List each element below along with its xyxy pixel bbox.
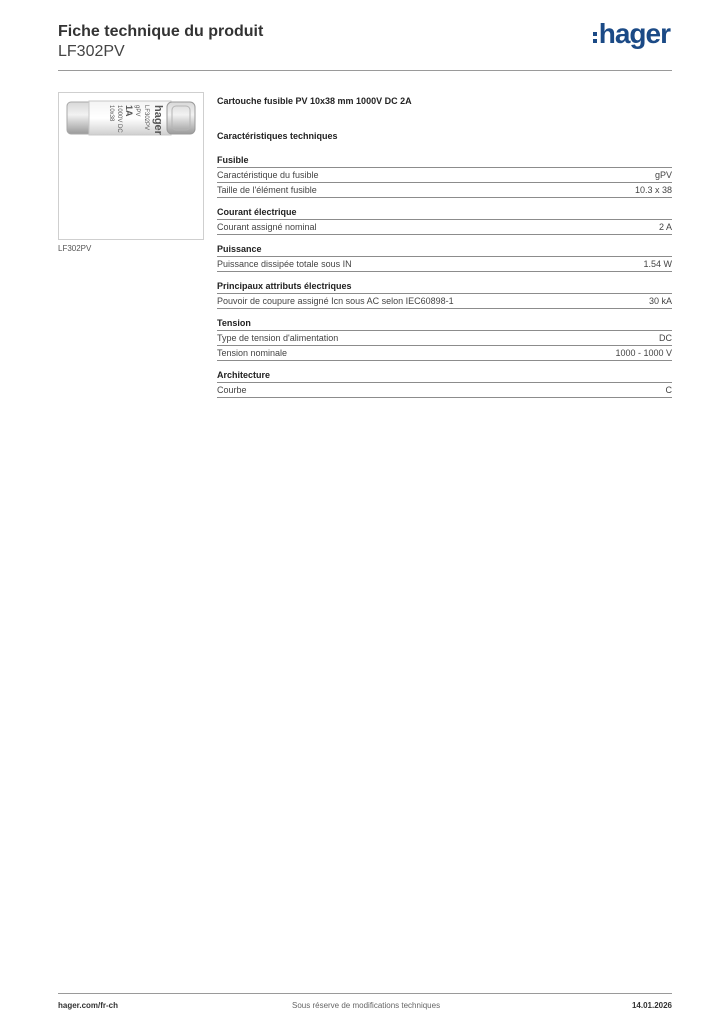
hager-logo	[593, 20, 670, 48]
spec-group-title: Architecture	[217, 369, 672, 383]
spec-group	[217, 280, 672, 309]
specifications	[217, 96, 672, 406]
spec-row	[217, 331, 672, 346]
spec-group	[217, 317, 672, 361]
page-footer	[58, 993, 672, 1016]
fuse-class-print: gPV	[134, 105, 140, 117]
fuse-ref-print: LF302PV	[143, 105, 149, 131]
spec-row	[217, 346, 672, 361]
footer-date: 14.01.2026	[631, 1001, 672, 1010]
spec-label: Caractéristique du fusible	[217, 170, 319, 180]
page-title: Fiche technique du produit	[58, 23, 264, 40]
spec-label: Tension nominale	[217, 348, 288, 358]
spec-row	[217, 383, 672, 398]
product-title: Cartouche fusible PV 10x38 mm 1000V DC 2A	[217, 96, 412, 106]
spec-label: Type de tension d'alimentation	[217, 333, 339, 343]
fuse-size-print: 10x38	[108, 105, 114, 122]
spec-group	[217, 154, 672, 198]
fuse-rating-print: 1A	[124, 105, 134, 117]
image-caption: LF302PV	[58, 244, 92, 253]
spec-group-title: Principaux attributs électriques	[217, 280, 672, 294]
spec-label: Puissance dissipée totale sous IN	[217, 259, 352, 269]
fuse-cartridge-image	[59, 93, 203, 239]
spec-row	[217, 257, 672, 272]
logo-text: hager	[598, 18, 670, 49]
product-image	[58, 92, 204, 240]
fuse-brand-print: hager	[152, 105, 164, 135]
spec-row	[217, 168, 672, 183]
spec-label: Courbe	[217, 385, 247, 395]
spec-value: 1000 - 1000 V	[615, 348, 672, 358]
spec-value: 30 kA	[648, 296, 672, 306]
spec-value: 10.3 x 38	[634, 185, 672, 195]
spec-label: Courant assigné nominal	[217, 222, 317, 232]
spec-label: Pouvoir de coupure assigné Icn sous AC selon IEC60898-1	[217, 296, 454, 306]
spec-group	[217, 243, 672, 272]
spec-group	[217, 369, 672, 398]
fuse-voltage-print: 1000V DC	[116, 105, 122, 133]
section-title: Caractéristiques techniques	[217, 131, 338, 141]
spec-value: C	[665, 385, 672, 395]
spec-value: 1.54 W	[643, 259, 672, 269]
spec-group-title: Courant électrique	[217, 206, 672, 220]
spec-group-title: Fusible	[217, 154, 672, 168]
spec-value: gPV	[654, 170, 672, 180]
spec-row	[217, 183, 672, 198]
footer-website: hager.com/fr-ch	[58, 1001, 119, 1010]
spec-row	[217, 220, 672, 235]
logo-dots-icon	[593, 32, 597, 43]
product-reference: LF302PV	[58, 43, 125, 60]
footer-notice: Sous réserve de modifications techniques	[292, 1001, 441, 1010]
spec-value: 2 A	[658, 222, 672, 232]
spec-group	[217, 206, 672, 235]
spec-groups	[217, 154, 672, 398]
page-header	[58, 20, 672, 71]
spec-group-title: Puissance	[217, 243, 672, 257]
spec-value: DC	[659, 333, 672, 343]
spec-row	[217, 294, 672, 309]
spec-label: Taille de l'élément fusible	[217, 185, 317, 195]
spec-group-title: Tension	[217, 317, 672, 331]
